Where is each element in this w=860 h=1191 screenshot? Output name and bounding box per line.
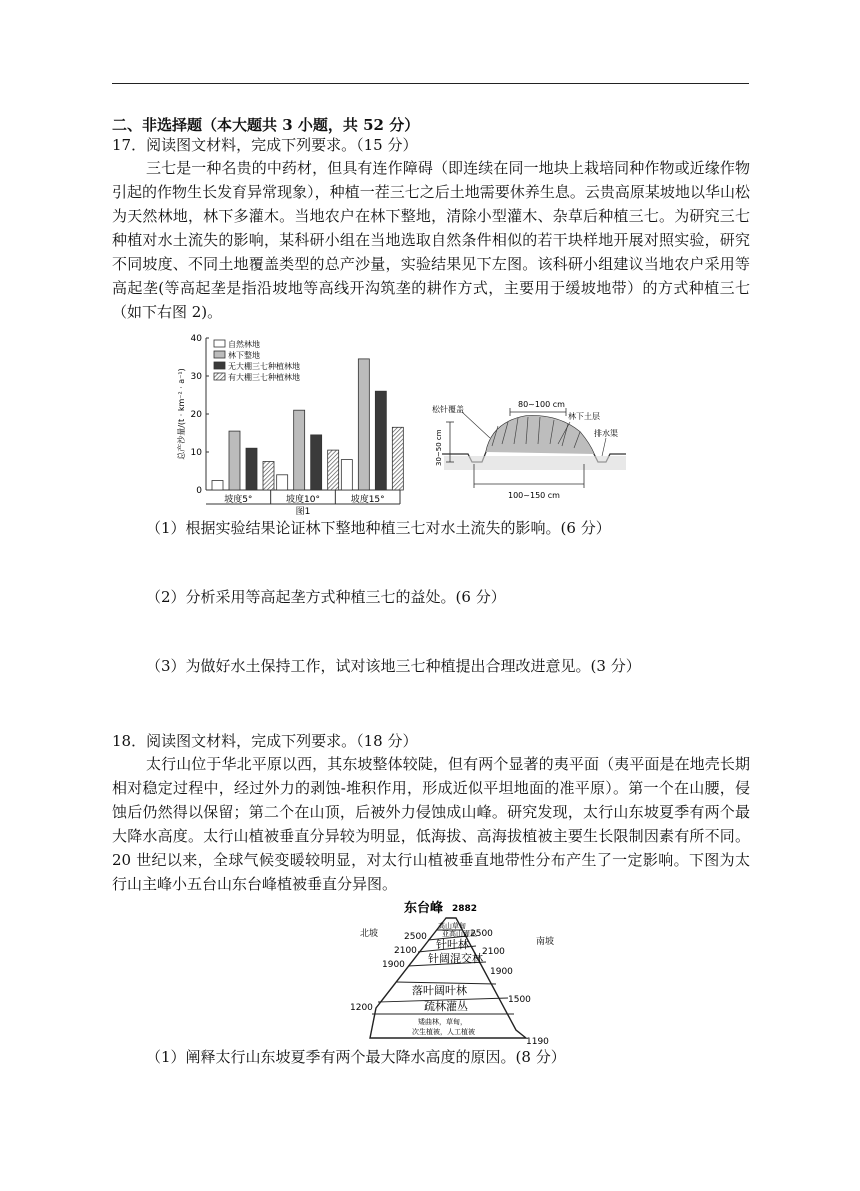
bar: [341, 460, 352, 490]
legend-label: 无大棚三七种植林地: [228, 362, 300, 371]
fig2-drain-label: 排水渠: [594, 429, 618, 438]
bar: [328, 450, 339, 490]
q18-paragraph: 太行山位于华北平原以西，其东坡整体较陡，但有两个显著的夷平面（夷平面是在地壳长期相对稳定过程中，经过外力的剥蚀-堆积作用，形成近似平坦地面的准平原）。第一个在山腰，侵蚀后仍然得以保留；第二个在山顶，后被外力侵蚀成山峰。研究发现，太行山东坡夏季有两个最大降水高度。太行山植被垂直分异较为明显，低海拔、高海拔植被主要生长限制因素有所不同。20 世纪以来，全球气候变暖较明显，对太行山植被垂直地带性分布产生了一定影响。下图为太行山主峰小五台山东台峰植被垂直分异图。: [112, 755, 750, 893]
mountain-title: 东台峰: [404, 901, 444, 916]
legend-label: 有大棚三七种植林地: [228, 373, 300, 382]
zone-deciduous: 落叶阔叶林: [412, 984, 467, 997]
y-tick-label: 20: [190, 410, 202, 420]
sediment-bar-chart: [172, 330, 410, 520]
mountain-vegetation-diagram: [348, 896, 558, 1046]
bar: [358, 359, 369, 490]
fig2-soil-label: 林下土层: [568, 412, 600, 421]
fig2-height-label: 30~50 cm: [435, 429, 443, 466]
zone-mixed-forest: 针阔混交林: [428, 952, 483, 965]
category-label: 坡度10°: [286, 495, 320, 505]
q18-sub1: （1）阐释太行山东坡夏季有两个最大降水高度的原因。(8 分）: [146, 1048, 566, 1066]
legend-swatch: [214, 362, 225, 369]
zone-low-2: 次生植被，人工植被: [412, 1028, 475, 1036]
bar: [277, 475, 288, 490]
y-tick-label: 0: [196, 486, 202, 496]
north-slope-label: 北坡: [360, 929, 379, 939]
y-tick-label: 10: [190, 448, 202, 458]
chart-caption: 图1: [295, 507, 311, 517]
bar: [263, 462, 274, 491]
bar: [212, 481, 223, 491]
ridge-cross-section-figure: [430, 398, 630, 502]
y-tick-label: 30: [190, 372, 202, 382]
q17-sub2: （2）分析采用等高起垄方式种植三七的益处。(6 分）: [146, 588, 506, 606]
bar: [311, 435, 322, 490]
alt-left-1200: 1200: [350, 1003, 373, 1013]
alt-right-1500: 1500: [508, 995, 531, 1005]
fig2-bottom-width: 100~150 cm: [508, 491, 560, 500]
alt-right-2100: 2100: [482, 947, 505, 957]
legend-label: 林下整地: [228, 351, 260, 360]
legend-swatch: [214, 373, 225, 380]
q17-sub1: （1）根据实验结果论证林下整地种植三七对水土流失的影响。(6 分）: [146, 519, 611, 537]
alt-right-2500: 2500: [470, 929, 493, 939]
q18-heading: 18．阅读图文材料，完成下列要求。（18 分）: [112, 732, 418, 750]
q17-heading: 17．阅读图文材料，完成下列要求。（15 分）: [112, 136, 418, 154]
alt-right-1190: 1190: [526, 1037, 549, 1046]
y-axis-label: 总产沙量/(t · km⁻² · a⁻¹): [177, 368, 186, 460]
zone-subalpine-shrub: 亚高山灌丛: [442, 930, 477, 938]
south-slope-label: 南坡: [536, 937, 555, 947]
fig2-cover-label: 松针覆盖: [432, 405, 464, 414]
category-label: 坡度15°: [350, 495, 385, 505]
zone-conifer: 针叶林: [436, 938, 469, 951]
zone-alpine-meadow: 高山草甸: [438, 922, 466, 930]
bar: [392, 427, 403, 490]
header-rule: [112, 83, 749, 84]
section-title: 二、非选择题（本大题共 3 小题，共 52 分）: [112, 116, 420, 134]
bar: [246, 448, 257, 490]
bar: [375, 391, 386, 490]
alt-left-2500: 2500: [404, 932, 427, 942]
alt-left-1900: 1900: [382, 960, 405, 970]
alt-right-1900: 1900: [490, 967, 513, 977]
legend-label: 自然林地: [228, 340, 260, 349]
bar: [294, 410, 305, 490]
mountain-peak-alt: 2882: [452, 904, 478, 914]
legend-swatch: [214, 351, 225, 358]
alt-left-2100: 2100: [394, 946, 417, 956]
q17-sub3: （3）为做好水土保持工作，试对该地三七种植提出合理改进意见。(3 分）: [146, 657, 641, 675]
y-tick-label: 40: [190, 334, 202, 344]
fig2-top-width: 80~100 cm: [518, 400, 565, 409]
legend-swatch: [214, 340, 225, 347]
bar: [229, 431, 240, 490]
q17-paragraph: 三七是一种名贵的中药材，但具有连作障碍（即连续在同一地块上栽培同种作物或近缘作物引起的作物生长发育异常现象），种植一茬三七之后土地需要休养生息。云贵高原某坡地以华山松为天然林地，林下多灌木。当地农户在林下整地，清除小型灌木、杂草后种植三七。为研究三七种植对水土流失的影响，某科研小组在当地选取自然条件相似的若干块样地开展对照实验，研究不同坡度、不同土地覆盖类型的总产沙量，实验结果见下左图。该科研小组建议当地农户采用等高起垄(等高起垄是指沿坡地等高线开沟筑垄的耕作方式，主要用于缓坡地带）的方式种植三七（如下右图 2)。: [112, 159, 750, 321]
category-label: 坡度5°: [224, 495, 253, 505]
zone-low-1: 矮曲林，草甸，: [418, 1018, 467, 1026]
zone-sparse-shrub: 疏林灌丛: [424, 1000, 468, 1013]
